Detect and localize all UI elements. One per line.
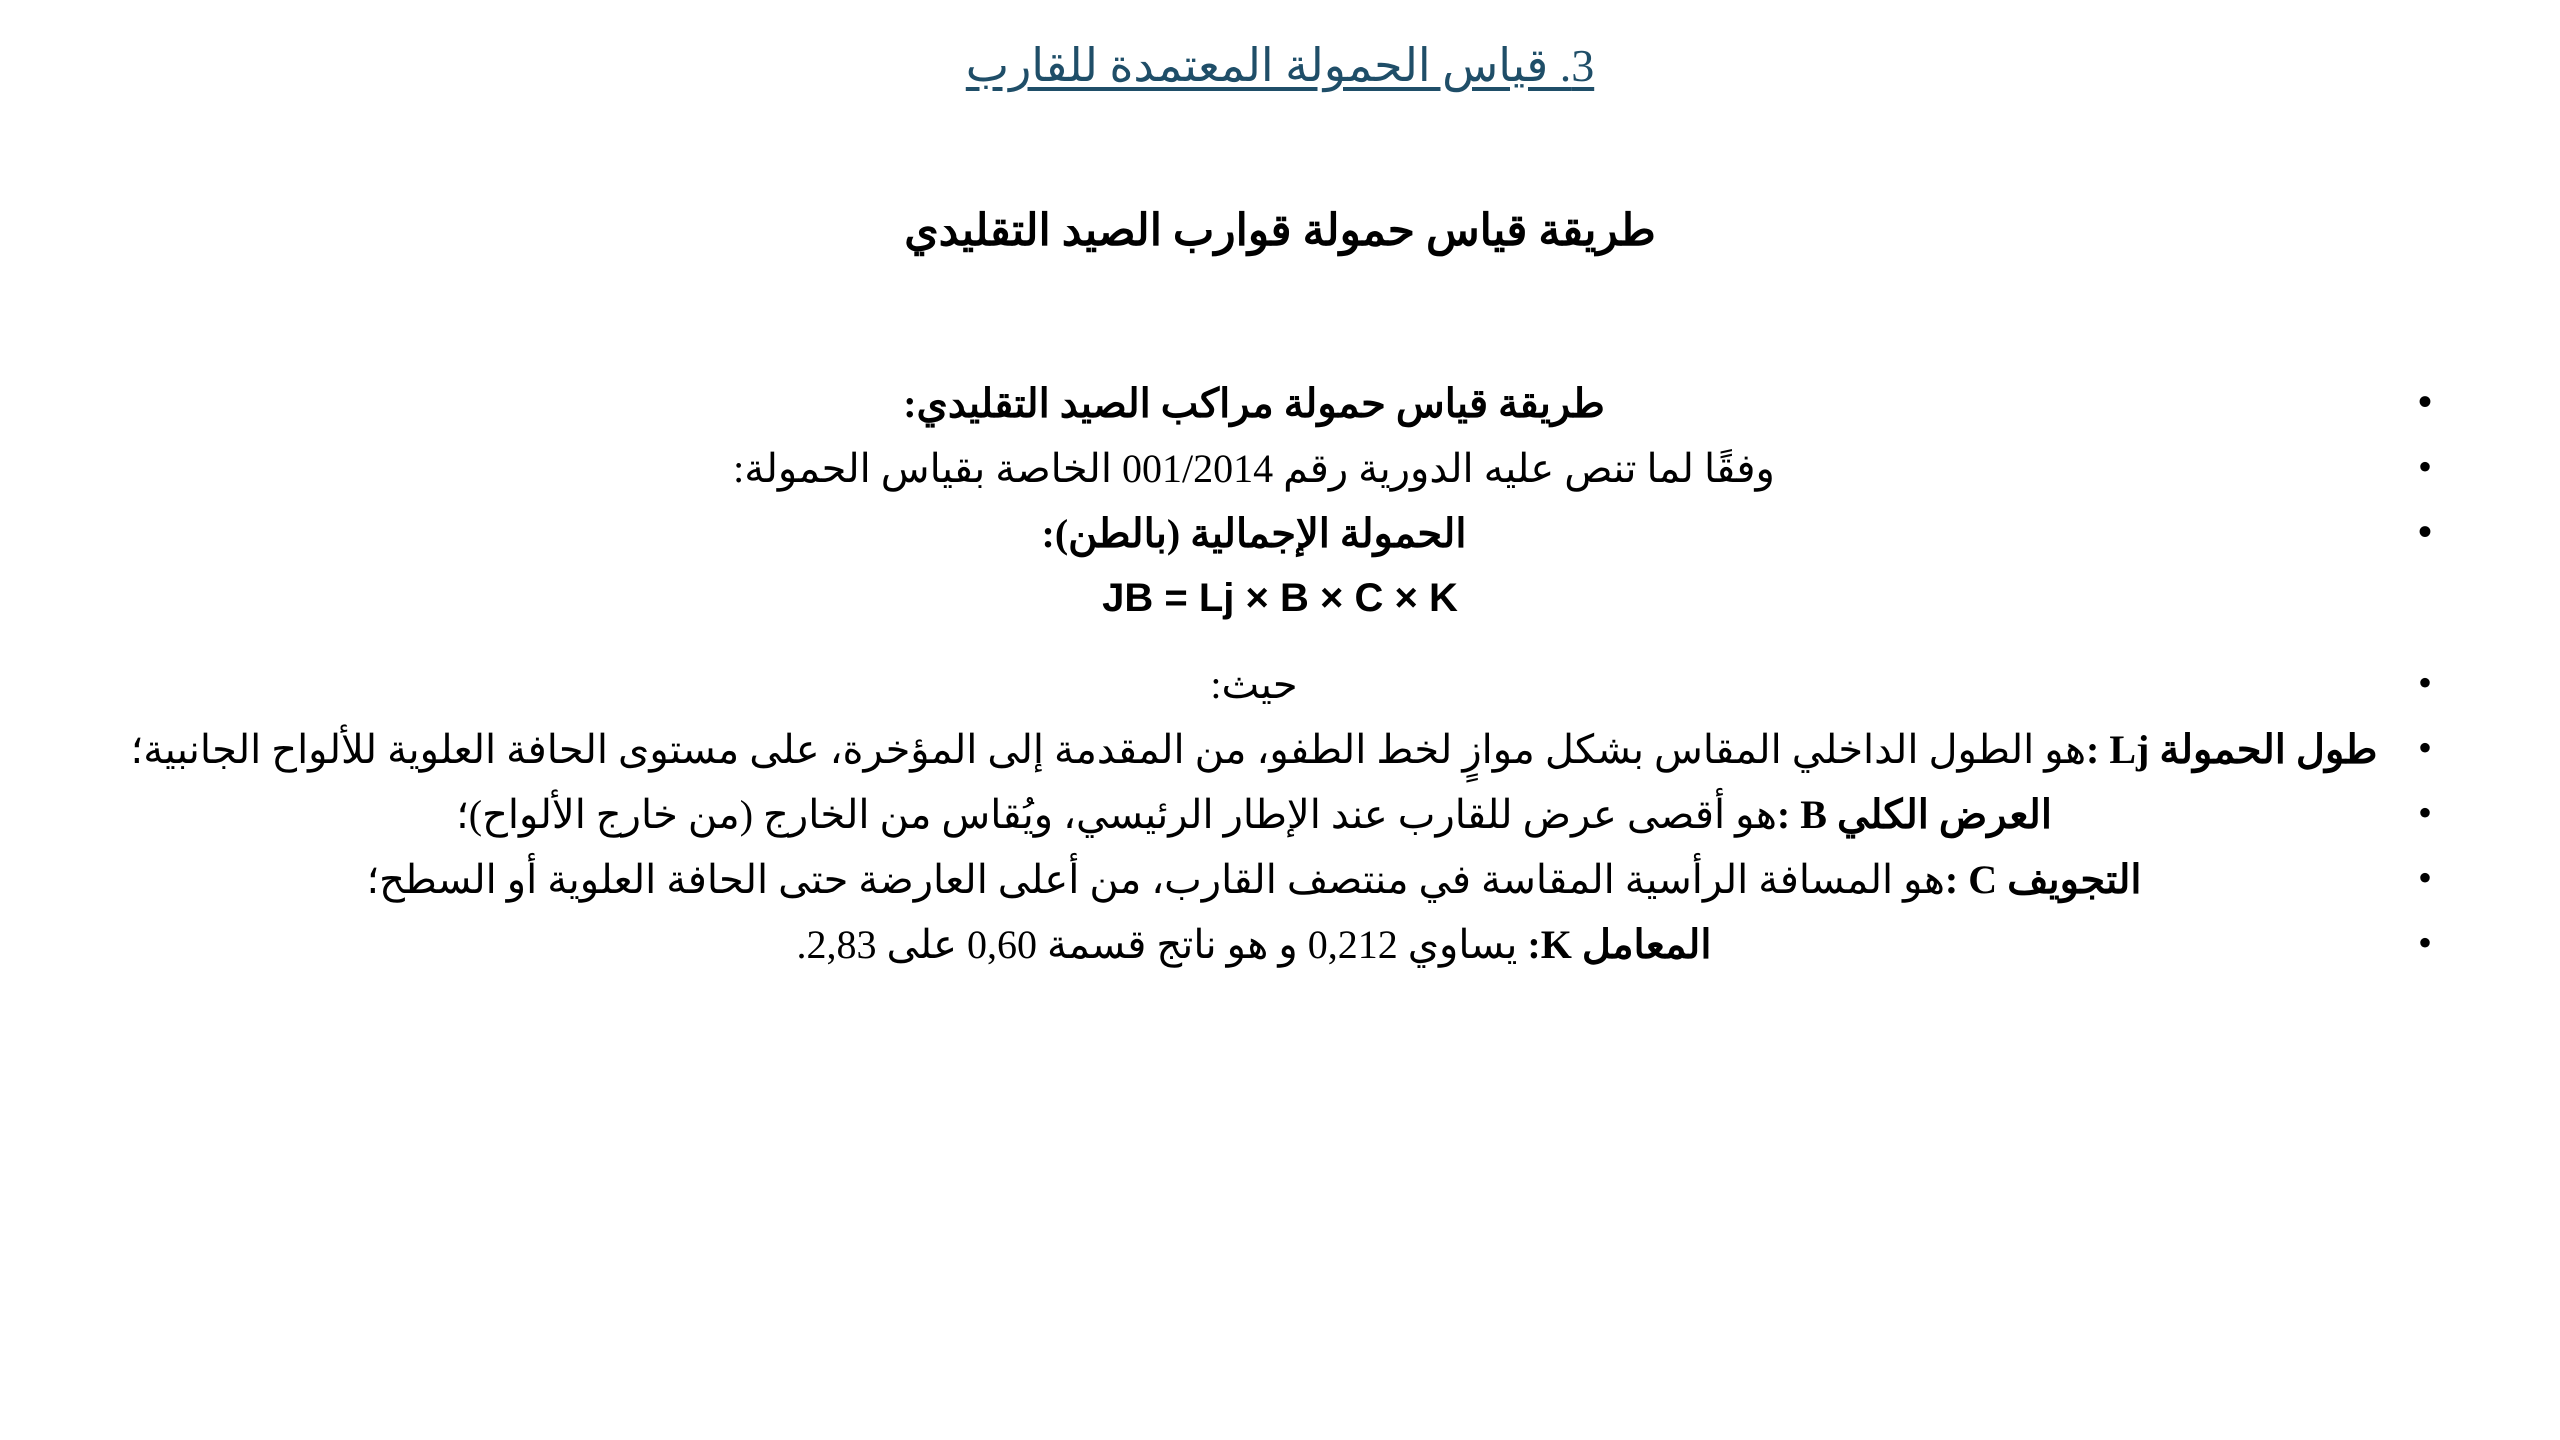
bullet-label-lj: طول الحمولة Lj : [2086, 726, 2378, 772]
bullet-label-c: التجويف C : [1944, 857, 2142, 903]
bullet-item-lj [120, 726, 2440, 773]
bullet-text-where: حيث: [1210, 661, 1298, 707]
bullet-text-circular: وفقًا لما تنص عليه الدورية رقم 001/2014 الخاصة بقياس الحمولة: [733, 446, 1775, 492]
page-title-text: 3. قياس الحمولة المعتمدة للقارب [965, 40, 1595, 91]
slide-subtitle: طريقة قياس حمولة قوارب الصيد التقليدي [904, 206, 1656, 255]
bullet-text-gross-tonnage: الحمولة الإجمالية (بالطن): [1041, 511, 1467, 557]
bullet-item-gross-tonnage [120, 510, 2440, 557]
slide-body [120, 380, 2440, 987]
formula-gross-tonnage: JB = Lj × B × C × K [1102, 575, 1458, 620]
bullet-label-k: المعامل K: [1527, 922, 1712, 968]
bullet-item-where [120, 661, 2440, 708]
bullet-item-b [120, 791, 2440, 838]
bullet-text-lj: هو الطول الداخلي المقاس بشكل موازٍ لخط الطفو، من المقدمة إلى المؤخرة، على مستوى الحافة العلوية للألواح الجانبية؛ [130, 726, 2087, 772]
bullet-text-k: يساوي 0,212 و هو ناتج قسمة 0,60 على 2,83. [796, 922, 1528, 968]
bullet-text-b: هو أقصى عرض للقارب عند الإطار الرئيسي، ويُقاس من الخارج (من خارج الألواح)؛ [456, 791, 1777, 837]
bullet-text-c: هو المسافة الرأسية المقاسة في منتصف القارب، من أعلى العارضة حتى الحافة العلوية أو السطح؛ [366, 857, 1945, 903]
bullet-item-circular [120, 445, 2440, 492]
bullet-item-k [120, 921, 2440, 968]
bullet-list-definitions [120, 661, 2440, 969]
bullet-item-method [120, 380, 2440, 427]
bullet-item-c [120, 856, 2440, 903]
page-title [0, 38, 2560, 92]
bullet-list [120, 380, 2440, 558]
bullet-label-b: العرض الكلي B : [1776, 791, 2052, 837]
bullet-text-method: طريقة قياس حمولة مراكب الصيد التقليدي: [903, 381, 1605, 426]
